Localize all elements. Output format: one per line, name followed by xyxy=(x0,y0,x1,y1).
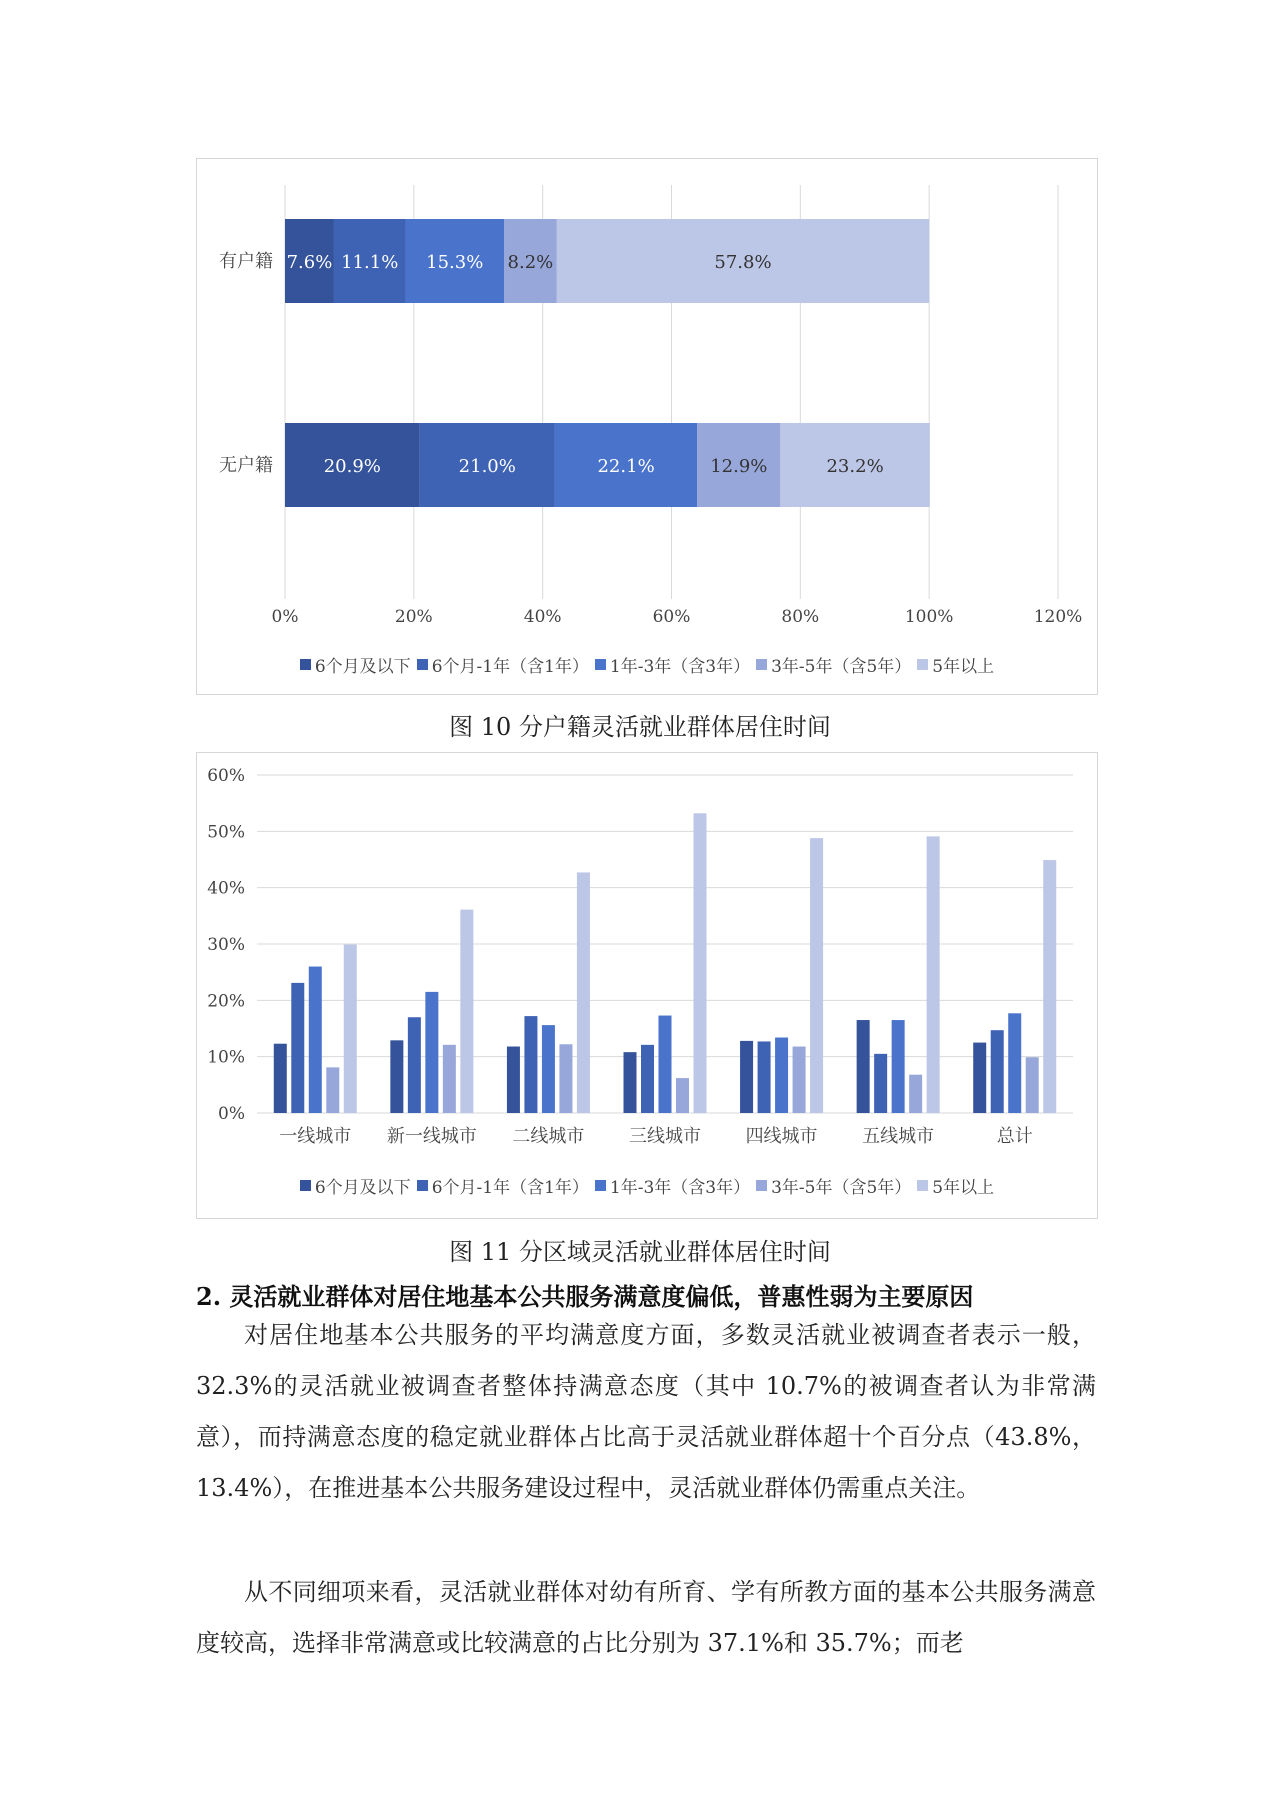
legend-item xyxy=(595,652,750,677)
y-tick-label: 20% xyxy=(207,991,245,1012)
legend-item xyxy=(300,1173,411,1198)
chart-legend xyxy=(197,1173,1097,1198)
x-tick-label: 20% xyxy=(394,607,433,627)
data-label: 57.8% xyxy=(714,252,772,273)
data-label: 23.2% xyxy=(826,456,884,477)
legend-item xyxy=(417,1173,589,1198)
y-tick-label: 0% xyxy=(218,1104,245,1124)
legend-swatch xyxy=(417,1180,428,1191)
y-category-label: 有户籍 xyxy=(219,251,273,272)
x-tick-label: 120% xyxy=(1033,607,1083,627)
bar xyxy=(991,1030,1004,1113)
y-tick-label: 40% xyxy=(207,878,245,899)
legend-item xyxy=(417,652,589,677)
bar xyxy=(425,992,438,1113)
bar xyxy=(274,1044,287,1113)
legend-label: 3年-5年（含5年） xyxy=(771,657,912,677)
x-tick-label: 60% xyxy=(652,607,691,627)
legend-label: 5年以上 xyxy=(932,657,995,677)
x-category-label: 新一线城市 xyxy=(386,1126,477,1147)
bar xyxy=(973,1043,986,1113)
bar xyxy=(542,1025,555,1113)
legend-swatch xyxy=(595,1180,606,1191)
bar xyxy=(740,1041,753,1113)
body-paragraph: 对居住地基本公共服务的平均满意度方面，多数灵活就业被调查者表示一般，32.3%的灵活就业被调查者整体持满意态度（其中 10.7%的被调查者认为非常满意），而持满意态度的稳定就业群体占比高于灵活就业群体超十个百分点（43.8%，13.4%），在推进基本公共服务建设过程中，灵活就业群体仍需重点关注。 xyxy=(196,1321,1096,1502)
x-tick-label: 80% xyxy=(781,607,820,627)
figure-caption: 图 10 分户籍灵活就业群体居住时间 xyxy=(449,713,831,741)
body-paragraph: 从不同细项来看，灵活就业群体对幼有所育、学有所教方面的基本公共服务满意度较高，选择非常满意或比较满意的占比分别为 37.1%和 35.7%；而老 xyxy=(196,1578,1096,1657)
bar xyxy=(344,945,357,1113)
legend-swatch xyxy=(756,659,767,670)
legend-swatch xyxy=(595,659,606,670)
legend-swatch xyxy=(756,1180,767,1191)
legend-item xyxy=(917,1173,994,1198)
y-tick-label: 30% xyxy=(207,935,245,955)
data-label: 7.6% xyxy=(286,252,333,273)
bar xyxy=(676,1078,689,1113)
legend-item xyxy=(917,652,994,677)
data-label: 22.1% xyxy=(597,456,655,477)
legend-swatch xyxy=(300,659,311,670)
bar xyxy=(909,1075,922,1113)
legend-label: 6个月及以下 xyxy=(314,1178,411,1198)
legend-label: 1年-3年（含3年） xyxy=(609,1178,751,1198)
chart-legend xyxy=(197,652,1097,677)
section-heading: 2. 灵活就业群体对居住地基本公共服务满意度偏低，普惠性弱为主要原因 xyxy=(196,1282,974,1311)
data-label: 20.9% xyxy=(323,456,381,477)
x-tick-label: 0% xyxy=(271,607,299,627)
bar xyxy=(507,1047,520,1113)
bar xyxy=(1043,860,1056,1113)
bar xyxy=(408,1017,421,1113)
bar xyxy=(559,1044,572,1113)
bar xyxy=(524,1016,537,1113)
legend-item xyxy=(756,1173,911,1198)
y-category-label: 无户籍 xyxy=(219,455,273,476)
bar xyxy=(460,910,473,1113)
bar xyxy=(927,836,940,1113)
bar xyxy=(758,1041,771,1113)
x-tick-label: 100% xyxy=(904,607,954,627)
legend-item xyxy=(756,652,911,677)
legend-label: 6个月-1年（含1年） xyxy=(431,1178,589,1198)
bar xyxy=(624,1052,637,1113)
chart-svg xyxy=(197,753,1097,1173)
data-label: 8.2% xyxy=(507,252,554,273)
data-label: 15.3% xyxy=(426,252,484,273)
legend-swatch xyxy=(417,659,428,670)
chart-residence-by-hukou xyxy=(196,158,1098,695)
legend-label: 3年-5年（含5年） xyxy=(771,1178,912,1198)
y-tick-label: 10% xyxy=(207,1047,245,1068)
bar xyxy=(892,1020,905,1113)
bar xyxy=(1008,1013,1021,1113)
x-category-label: 一线城市 xyxy=(279,1126,352,1147)
bar xyxy=(659,1016,672,1113)
chart-residence-by-region xyxy=(196,752,1098,1219)
y-tick-label: 60% xyxy=(207,766,245,786)
legend-swatch xyxy=(300,1180,311,1191)
bar xyxy=(810,838,823,1113)
legend-item xyxy=(300,652,411,677)
bar xyxy=(326,1067,339,1113)
bar xyxy=(1026,1057,1039,1113)
x-category-label: 五线城市 xyxy=(862,1126,935,1147)
chart-svg xyxy=(197,159,1097,649)
data-label: 21.0% xyxy=(458,456,516,477)
x-tick-label: 40% xyxy=(523,607,562,627)
bar xyxy=(577,872,590,1113)
bar xyxy=(775,1038,788,1113)
legend-label: 1年-3年（含3年） xyxy=(609,657,751,677)
bar xyxy=(694,813,707,1113)
bar xyxy=(443,1045,456,1113)
legend-swatch xyxy=(917,1180,928,1191)
x-category-label: 四线城市 xyxy=(745,1126,818,1147)
legend-label: 6个月及以下 xyxy=(314,657,411,677)
legend-swatch xyxy=(917,659,928,670)
legend-item xyxy=(595,1173,750,1198)
y-tick-label: 50% xyxy=(207,822,245,843)
legend-label: 5年以上 xyxy=(932,1178,995,1198)
figure-caption: 图 11 分区域灵活就业群体居住时间 xyxy=(449,1238,831,1266)
x-category-label: 二线城市 xyxy=(512,1126,585,1147)
data-label: 12.9% xyxy=(710,456,768,477)
bar xyxy=(874,1054,887,1113)
bar xyxy=(793,1047,806,1113)
bar xyxy=(641,1045,654,1113)
bar xyxy=(857,1020,870,1113)
x-category-label: 总计 xyxy=(996,1126,1033,1147)
x-category-label: 三线城市 xyxy=(629,1126,701,1147)
bar xyxy=(390,1040,403,1113)
bar xyxy=(291,983,304,1113)
data-label: 11.1% xyxy=(341,252,399,273)
legend-label: 6个月-1年（含1年） xyxy=(431,657,589,677)
bar xyxy=(309,967,322,1113)
